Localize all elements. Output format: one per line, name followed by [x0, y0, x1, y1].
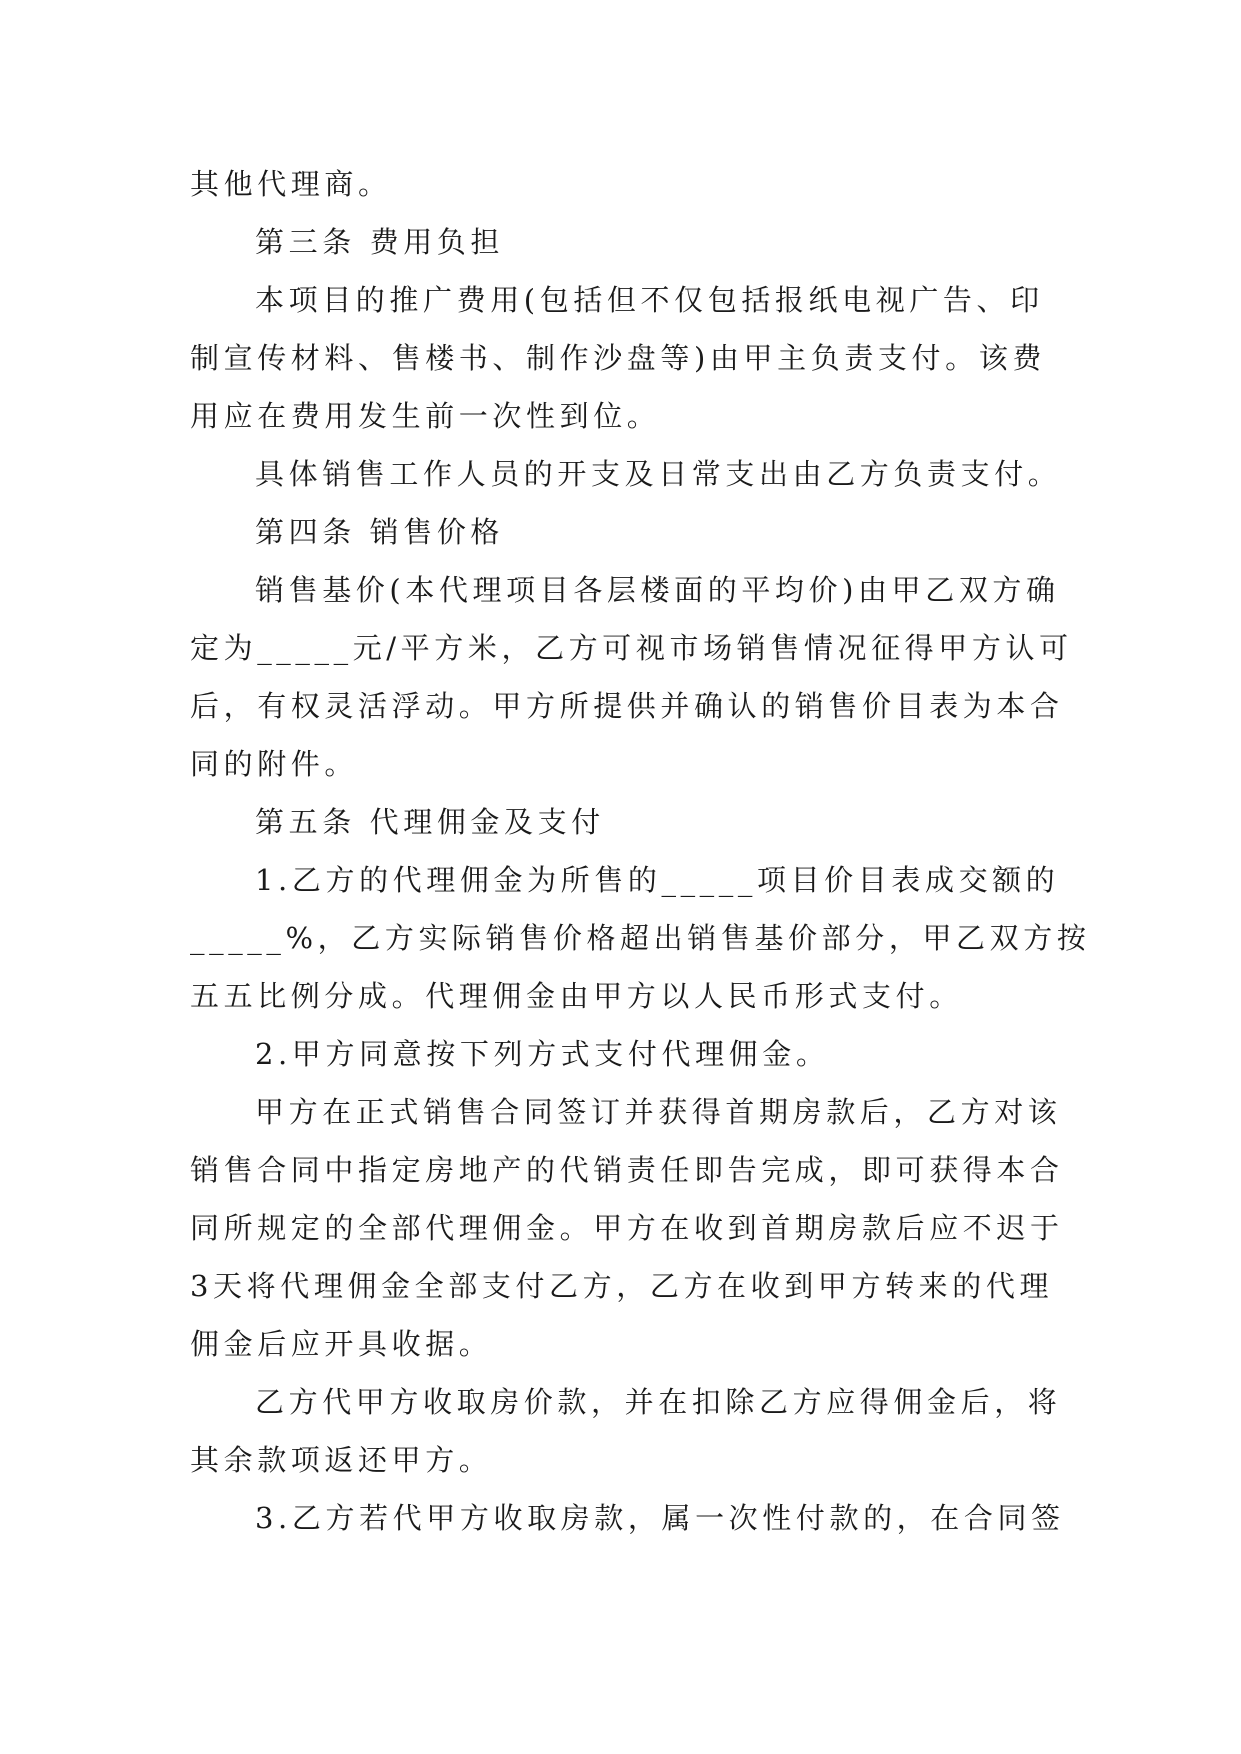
section-heading: 第四条 销售价格 [255, 515, 505, 549]
section-heading: 第五条 代理佣金及支付 [255, 805, 605, 839]
text-line: 本项目的推广费用(包括但不仅包括报纸电视广告、印 [255, 283, 1044, 317]
text-line: 佣金后应开具收据。 [190, 1327, 493, 1361]
text-line: 其余款项返还甲方。 [190, 1443, 493, 1477]
text-line: 其他代理商。 [190, 167, 392, 201]
text-line: 1.乙方的代理佣金为所售的_____项目价目表成交额的 [255, 863, 1060, 897]
text-line: 后，有权灵活浮动。甲方所提供并确认的销售价目表为本合 [190, 689, 1064, 723]
text-line: _____%，乙方实际销售价格超出销售基价部分，甲乙双方按 [190, 921, 1091, 955]
text-line: 定为_____元/平方米，乙方可视市场销售情况征得甲方认可 [190, 631, 1073, 665]
section-heading: 第三条 费用负担 [255, 225, 505, 259]
text-line: 销售合同中指定房地产的代销责任即告完成，即可获得本合 [190, 1153, 1064, 1187]
text-line: 同的附件。 [190, 747, 359, 781]
text-line: 2.甲方同意按下列方式支付代理佣金。 [255, 1037, 830, 1071]
text-line: 3天将代理佣金全部支付乙方，乙方在收到甲方转来的代理 [190, 1269, 1054, 1303]
text-line: 具体销售工作人员的开支及日常支出由乙方负责支付。 [255, 457, 1062, 491]
text-line: 同所规定的全部代理佣金。甲方在收到首期房款后应不迟于 [190, 1211, 1064, 1245]
text-line: 3.乙方若代甲方收取房款，属一次性付款的，在合同签 [255, 1501, 1065, 1535]
text-line: 五五比例分成。代理佣金由甲方以人民币形式支付。 [190, 979, 963, 1013]
text-line: 甲方在正式销售合同签订并获得首期房款后，乙方对该 [255, 1095, 1062, 1129]
text-line: 制宣传材料、售楼书、制作沙盘等)由甲主负责支付。该费 [190, 341, 1046, 375]
text-line: 销售基价(本代理项目各层楼面的平均价)由甲乙双方确 [255, 573, 1060, 607]
text-line: 用应在费用发生前一次性到位。 [190, 399, 661, 433]
text-line: 乙方代甲方收取房价款，并在扣除乙方应得佣金后，将 [255, 1385, 1062, 1419]
